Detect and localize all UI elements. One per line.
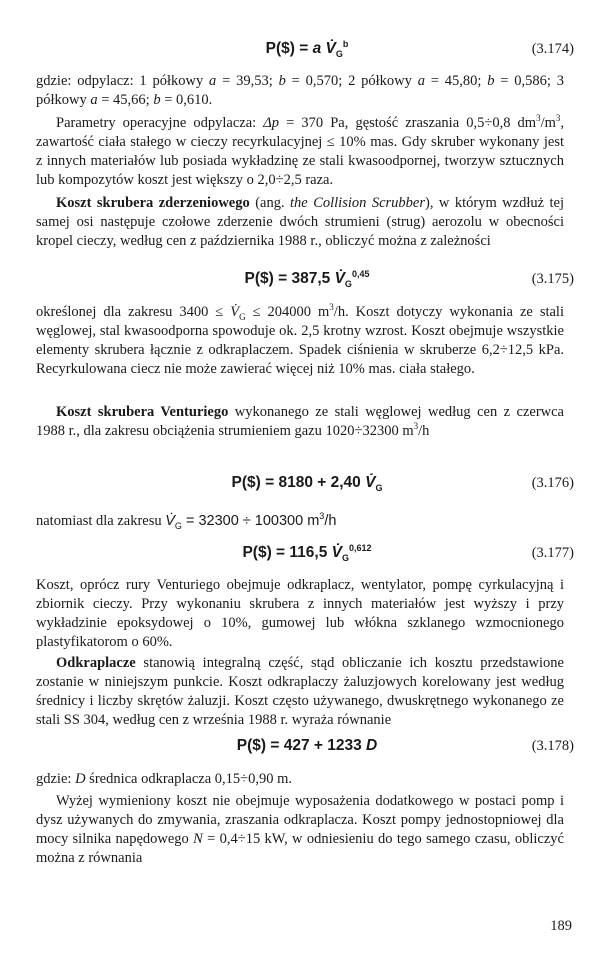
equation-number: (3.176): [531, 475, 574, 491]
equation-formula: P($) = 8180 + 2,40 $V̇_G$: [231, 474, 383, 494]
equation-3-176: [0, 474, 614, 498]
equation-number: (3.177): [531, 545, 574, 561]
equation-3-177: [0, 544, 614, 568]
paragraph: Parametry operacyjne odpylacza: Δp = 370 Pa, gęstość zraszania 0,5÷0,8 $dm^3/m^3$, zawartość ciała stałego w cieczy recyrkulacyjnej ≤ 10% mas. Gdy skruber wykonany jest z innych materiałów lub posiada wykładzinę ze stali kwasoodpornej, tworzyw sztucznych lub kompozytów koszt jest większy o 2,0÷2,5 raza.: [36, 113, 564, 188]
equation-3-175: [0, 270, 614, 294]
equation-number: (3.175): [531, 271, 574, 287]
paragraph: gdzie: odpylacz: 1 półkowy a = 39,53; b = 0,570; 2 półkowy a = 45,80; b = 0,586; 3 półkowy a = 45,66; b = 0,610.: [36, 73, 564, 108]
paragraph: natomiast dla zakresu $V̇_G = 32300 \div 100300$ $m^3/h$: [36, 511, 337, 531]
page-number: 189: [550, 918, 572, 934]
equation-number: (3.174): [531, 41, 574, 57]
equation-3-178: [0, 737, 614, 761]
equation-formula: P($) = 116,5 $V̇_G^{0,612}$: [242, 542, 372, 564]
paragraph: gdzie: D średnica odkraplacza 0,15÷0,90 m.: [36, 771, 293, 787]
paragraph: Koszt skrubera Venturiego wykonanego ze stali węglowej według cen z czerwca 1988 r., dla zakresu obciążenia strumieniem gazu 1020÷32300 $m^3/h$: [36, 404, 564, 439]
paragraph: Odkraplacze stanowią integralną część, stąd obliczanie ich kosztu przedstawione zostanie w niniejszym punkcie. Koszt odkraplaczy żaluzjowych korelowany jest według średnicy i liczby skrętów żaluzji. Koszt często używanego, dwuskrętnego wykonanego ze stali SS 304, według cen z września 1988 r. wyraża równanie: [36, 655, 564, 728]
equation-formula: P($) = a $V̇_G^b$: [265, 38, 349, 60]
equation-formula: P($) = 387,5 $V̇_G^{0,45}$: [244, 268, 370, 290]
equation-3-174: [0, 40, 614, 64]
paragraph: Koszt skrubera zderzeniowego (ang. the Collision Scrubber), w którym wzdłuż tej samej osi następuje czołowe zderzenie dwóch strumieni (strug) aerozolu w obecności kropel cieczy, według cen z października 1988 r., obliczyć można z zależności: [36, 195, 564, 249]
equation-formula: P($) = 427 + 1233 D: [236, 737, 378, 754]
paragraph: Koszt, oprócz rury Venturiego obejmuje odkraplacz, wentylator, pompę cyrkulacyjną i zbiornik cieczy. Przy wykonaniu skrubera z innych materiałów jest wyższy i przy wykładzinie epoksydowej o 10%, gumowej lub włókna szklanego wzmocnionego plastyfikatorom o 60%.: [36, 577, 564, 650]
paragraph: określonej dla zakresu $3400 \le V̇_G \le 204000$ $m^3/h$. Koszt dotyczy wykonania ze stali węglowej, stal kwasoodporna spowoduje ok. 2,5 krotny wzrost. Koszt obejmuje wszystkie elementy skrubera łącznie z odkraplaczem. Spadek ciśnienia w skruberze 6,2÷12,5 kPa. Recyrkulowana ciecz nie może zawierać więcej niż 10% mas. ciała stałego.: [36, 302, 564, 377]
paragraph: Wyżej wymieniony koszt nie obejmuje wyposażenia dodatkowego w postaci pomp i dysz używanych do zmywania, zraszania odkraplacza. Koszt pompy jednostopniowej dla mocy silnika napędowego N = 0,4÷15 kW, w odniesieniu do tego samego czasu, obliczyć można z równania: [36, 793, 564, 866]
equation-number: (3.178): [531, 738, 574, 754]
